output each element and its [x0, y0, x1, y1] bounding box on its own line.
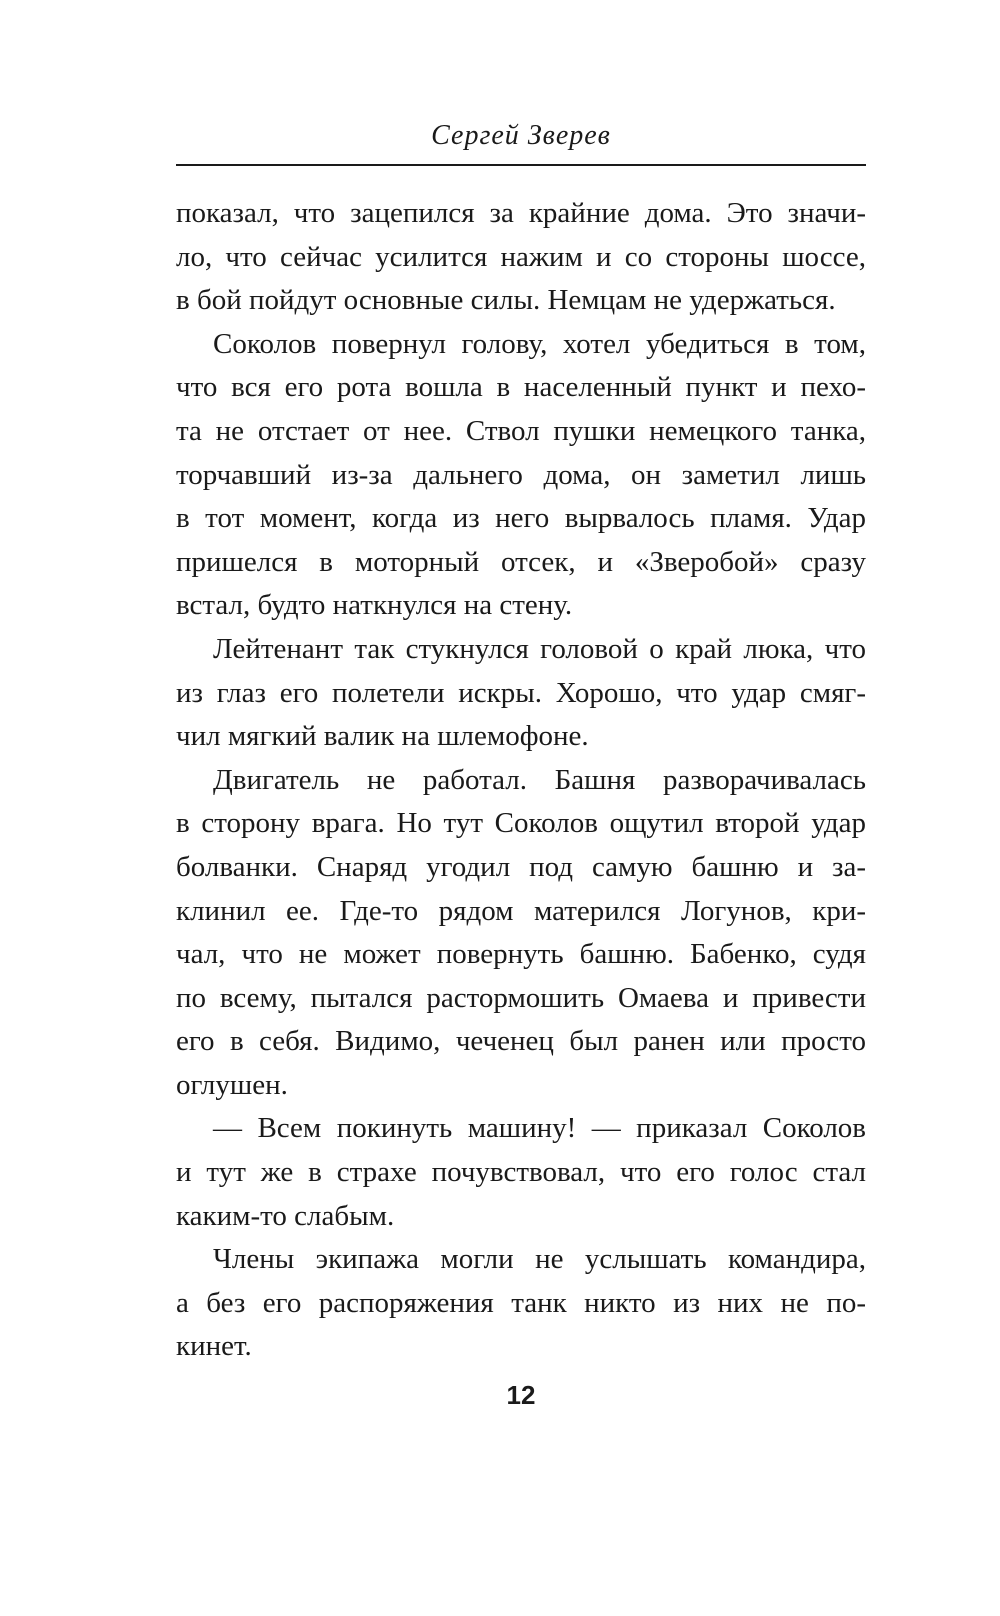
page-number: 12 — [506, 1380, 536, 1410]
header-rule — [176, 164, 866, 166]
text-line: кинет. — [176, 1330, 252, 1363]
text-line: по всему, пытался растормошить Омаева и привести — [176, 981, 866, 1014]
running-head-author: Сергей Зверев — [431, 120, 611, 151]
text-line: его в себя. Видимо, чеченец был ранен или просто — [176, 1025, 866, 1058]
text-line: пришелся в моторный отсек, и «Зверобой» сразу — [176, 545, 866, 578]
text-line: показал, что зацепился за крайние дома. Это значи- — [176, 197, 866, 229]
text-line: ло, что сейчас усилится нажим и со стороны шоссе, — [176, 240, 866, 273]
text-line: Двигатель не работал. Башня разворачивалась — [213, 763, 866, 796]
body-text — [176, 192, 866, 1369]
text-line: каким-то слабым. — [176, 1199, 395, 1232]
text-line: встал, будто наткнулся на стену. — [176, 589, 573, 622]
text-line: та не отстает от нее. Ствол пушки немецкого танка, — [176, 414, 866, 447]
paragraph — [176, 759, 866, 1108]
text-line: из глаз его полетели искры. Хорошо, что удар смяг- — [176, 676, 866, 709]
paragraph — [176, 1107, 866, 1238]
text-line: что вся его рота вошла в населенный пункт и пехо- — [176, 371, 866, 404]
paragraph — [176, 192, 866, 323]
text-line: Члены экипажа могли не услышать командира, — [213, 1243, 866, 1276]
text-line: болванки. Снаряд угодил под самую башню и за- — [176, 850, 866, 883]
text-line: чил мягкий валик на шлемофоне. — [176, 720, 589, 753]
text-line: клинил ее. Где-то рядом матерился Логунов, кри- — [176, 894, 866, 927]
text-line: а без его распоряжения танк никто из них не по- — [176, 1286, 866, 1319]
text-line: оглушен. — [176, 1068, 288, 1101]
text-line: Лейтенант так стукнулся головой о край люка, что — [213, 632, 866, 665]
text-line: в сторону врага. Но тут Соколов ощутил второй удар — [176, 807, 866, 840]
text-line: торчавший из-за дальнего дома, он заметил лишь — [176, 458, 866, 491]
paragraph — [176, 628, 866, 759]
paragraph — [176, 323, 866, 628]
text-line: и тут же в страхе почувствовал, что его голос стал — [176, 1156, 866, 1189]
text-line: в тот момент, когда из него вырвалось пламя. Удар — [176, 502, 866, 535]
text-line: чал, что не может повернуть башню. Бабенко, судя — [176, 938, 866, 971]
paragraph — [176, 1238, 866, 1369]
text-line: в бой пойдут основные силы. Немцам не удержаться. — [176, 284, 836, 317]
text-line: — Всем покинуть машину! — приказал Соколов — [213, 1112, 866, 1145]
text-line: Соколов повернул голову, хотел убедиться в том, — [213, 327, 866, 360]
